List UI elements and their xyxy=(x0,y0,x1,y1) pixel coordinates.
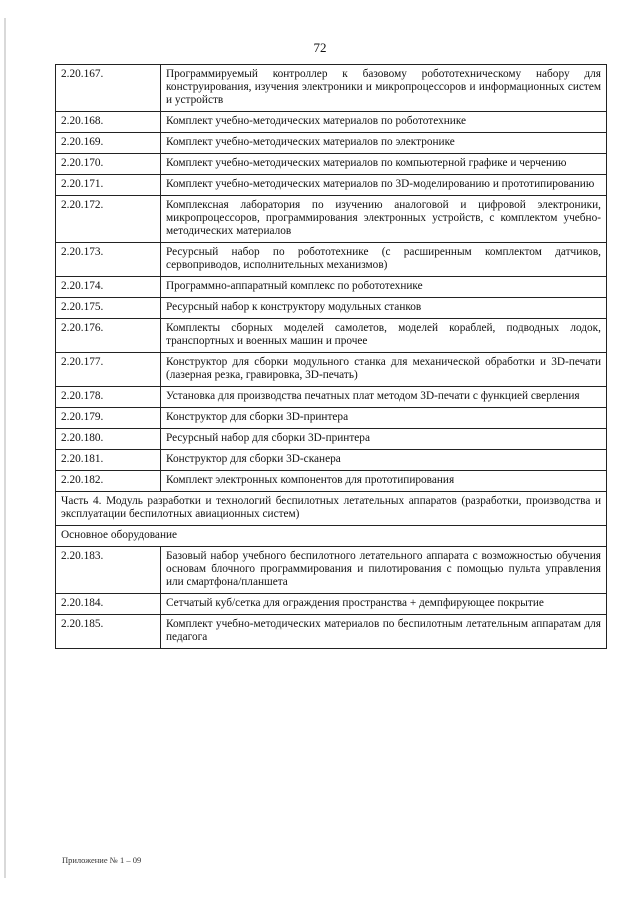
item-code: 2.20.171. xyxy=(56,175,161,196)
item-code: 2.20.175. xyxy=(56,298,161,319)
table-row xyxy=(56,353,607,387)
table-row xyxy=(56,243,607,277)
item-code: 2.20.178. xyxy=(56,387,161,408)
section-title: Часть 4. Модуль разработки и технологий беспилотных летательных аппаратов (разработки, производства и эксплуатации беспилотных авиационных систем) xyxy=(56,492,607,526)
item-code: 2.20.168. xyxy=(56,112,161,133)
table-row xyxy=(56,471,607,492)
table-row xyxy=(56,277,607,298)
item-code: 2.20.167. xyxy=(56,65,161,112)
item-code: 2.20.172. xyxy=(56,196,161,243)
item-code: 2.20.182. xyxy=(56,471,161,492)
item-code: 2.20.183. xyxy=(56,547,161,594)
page-number: 72 xyxy=(313,40,327,55)
item-description: Конструктор для сборки 3D-принтера xyxy=(161,408,607,429)
table-body-part2 xyxy=(56,547,607,649)
table-row xyxy=(56,65,607,112)
table-row xyxy=(56,112,607,133)
item-description: Комплект учебно-методических материалов по электронике xyxy=(161,133,607,154)
table-body-part1 xyxy=(56,65,607,492)
table-row xyxy=(56,133,607,154)
item-code: 2.20.170. xyxy=(56,154,161,175)
table-row xyxy=(56,547,607,594)
item-description: Комплексная лаборатория по изучению аналоговой и цифровой электроники, микропроцессоров, программирования электронных устройств, с комплектом учебно-методических материалов xyxy=(161,196,607,243)
item-code: 2.20.181. xyxy=(56,450,161,471)
table-section-part4 xyxy=(56,492,607,547)
table-row xyxy=(56,594,607,615)
item-description: Ресурсный набор по робототехнике (с расширенным комплектом датчиков, сервоприводов, исполнительных механизмов) xyxy=(161,243,607,277)
table-row xyxy=(56,154,607,175)
table-row xyxy=(56,429,607,450)
item-description: Конструктор для сборки модульного станка для механической обработки и 3D-печати (лазерная резка, гравировка, 3D-печать) xyxy=(161,353,607,387)
item-description: Ресурсный набор для сборки 3D-принтера xyxy=(161,429,607,450)
table-row xyxy=(56,175,607,196)
item-description: Комплект учебно-методических материалов по беспилотным летательным аппаратам для педагога xyxy=(161,615,607,649)
scan-edge xyxy=(4,18,6,878)
item-description: Установка для производства печатных плат методом 3D-печати с функцией сверления xyxy=(161,387,607,408)
table-row xyxy=(56,319,607,353)
item-code: 2.20.169. xyxy=(56,133,161,154)
table-row xyxy=(56,615,607,649)
item-code: 2.20.185. xyxy=(56,615,161,649)
subsection-row xyxy=(56,526,607,547)
table-row xyxy=(56,387,607,408)
item-description: Комплект учебно-методических материалов по компьютерной графике и черчению xyxy=(161,154,607,175)
item-code: 2.20.180. xyxy=(56,429,161,450)
item-code: 2.20.177. xyxy=(56,353,161,387)
item-code: 2.20.173. xyxy=(56,243,161,277)
table-row xyxy=(56,408,607,429)
item-description: Программируемый контроллер к базовому робототехническому набору для конструирования, изучения электроники и микропроцессоров и информационных систем и устройств xyxy=(161,65,607,112)
section-row xyxy=(56,492,607,526)
item-code: 2.20.184. xyxy=(56,594,161,615)
item-code: 2.20.179. xyxy=(56,408,161,429)
table-row xyxy=(56,298,607,319)
item-description: Комплекты сборных моделей самолетов, моделей кораблей, подводных лодок, транспортных и военных машин и прочее xyxy=(161,319,607,353)
equipment-table xyxy=(55,64,607,649)
item-description: Ресурсный набор к конструктору модульных станков xyxy=(161,298,607,319)
item-code: 2.20.176. xyxy=(56,319,161,353)
item-code: 2.20.174. xyxy=(56,277,161,298)
item-description: Комплект электронных компонентов для прототипирования xyxy=(161,471,607,492)
item-description: Сетчатый куб/сетка для ограждения пространства + демпфирующее покрытие xyxy=(161,594,607,615)
item-description: Базовый набор учебного беспилотного летательного аппарата с возможностью обучения основам блочного программирования и пилотирования с помощью пульта управления или смартфона/планшета xyxy=(161,547,607,594)
item-description: Комплект учебно-методических материалов по робототехнике xyxy=(161,112,607,133)
table-row xyxy=(56,450,607,471)
item-description: Комплект учебно-методических материалов по 3D-моделированию и прототипированию xyxy=(161,175,607,196)
subsection-title: Основное оборудование xyxy=(56,526,607,547)
item-description: Конструктор для сборки 3D-сканера xyxy=(161,450,607,471)
footer-note: Приложение № 1 – 09 xyxy=(62,855,142,865)
item-description: Программно-аппаратный комплекс по робототехнике xyxy=(161,277,607,298)
table-row xyxy=(56,196,607,243)
